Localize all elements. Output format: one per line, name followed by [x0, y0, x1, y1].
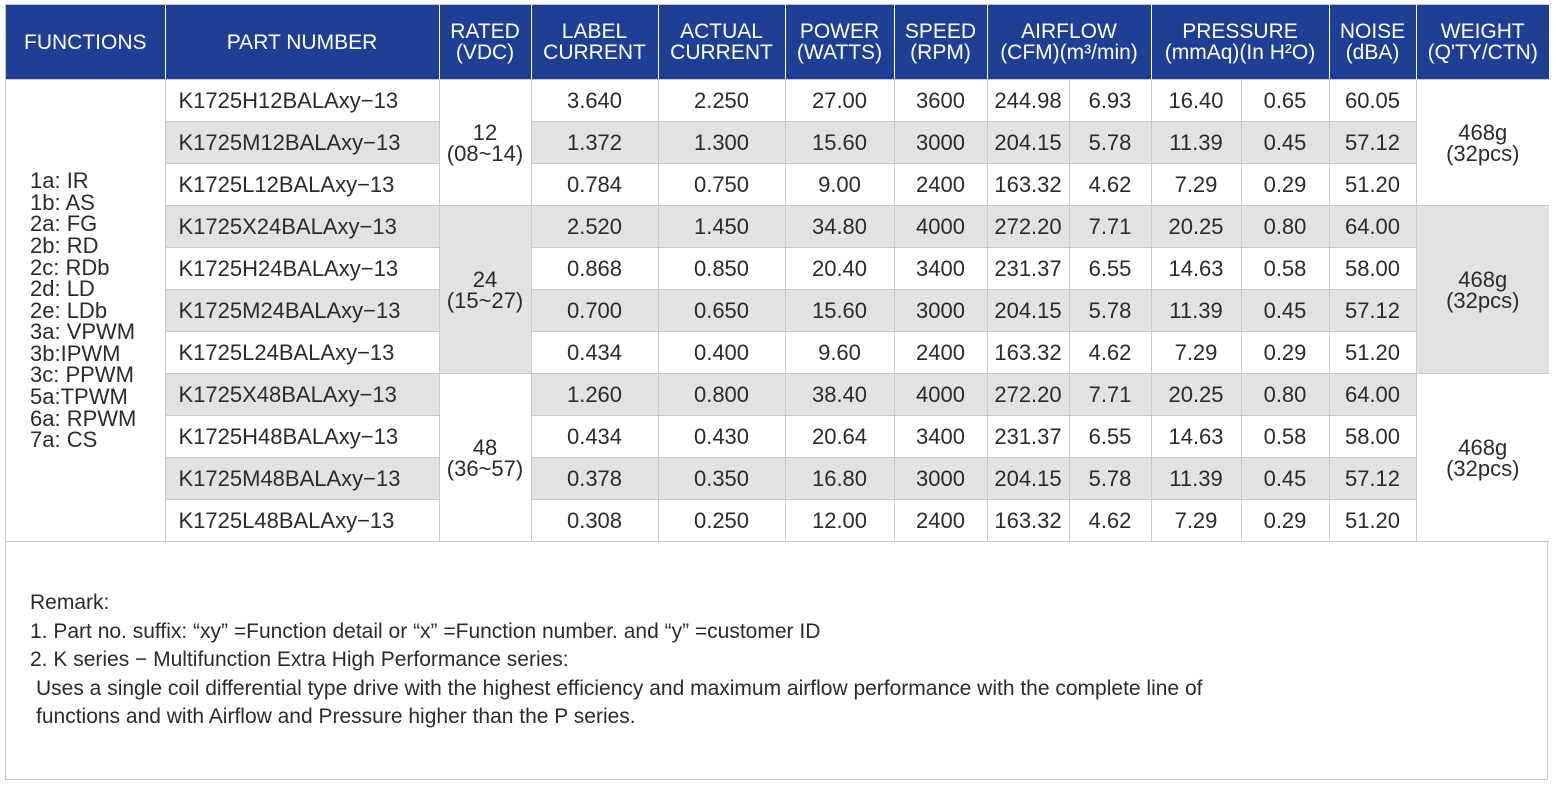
remarks: [30, 589, 1202, 732]
pressure-inh2o-cell: 0.58: [1241, 248, 1329, 290]
table-row: [6, 248, 1549, 290]
weight-value: 468g: [1458, 434, 1508, 460]
part-number-cell: K1725M24BALAxy−13: [165, 290, 439, 332]
header-airflow: AIRFLOW (CFM)(m³/min): [987, 5, 1151, 80]
airflow-m3min-cell: 4.62: [1069, 500, 1151, 542]
rated-vdc-range: (36~57): [446, 455, 524, 481]
weight-cell: [1416, 374, 1549, 542]
power-cell: 20.40: [785, 248, 894, 290]
pressure-inh2o-cell: 0.29: [1241, 500, 1329, 542]
actual-current-cell: 0.750: [658, 164, 785, 206]
part-number-cell: K1725L48BALAxy−13: [165, 500, 439, 542]
label-current-cell: 2.520: [531, 206, 658, 248]
header-actual-current: ACTUAL CURRENT: [658, 5, 785, 80]
airflow-m3min-cell: 6.55: [1069, 416, 1151, 458]
label-current-cell: 0.434: [531, 416, 658, 458]
part-number-cell: K1725L12BALAxy−13: [165, 164, 439, 206]
power-cell: 15.60: [785, 290, 894, 332]
weight-cell: [1416, 206, 1549, 374]
function-item: 6a: RPWM: [30, 405, 137, 431]
pressure-inh2o-cell: 0.29: [1241, 164, 1329, 206]
header-row: [6, 5, 1549, 80]
part-number-cell: K1725X48BALAxy−13: [165, 374, 439, 416]
actual-current-cell: 0.350: [658, 458, 785, 500]
actual-current-cell: 0.650: [658, 290, 785, 332]
remark-line-3: Uses a single coil differential type drive with the highest efficiency and maximum airflow performance with the complete line of: [36, 676, 1203, 700]
table-row: [6, 122, 1549, 164]
airflow-cfm-cell: 163.32: [987, 332, 1069, 374]
label-current-cell: 0.434: [531, 332, 658, 374]
airflow-cfm-cell: 231.37: [987, 416, 1069, 458]
airflow-cfm-cell: 204.15: [987, 458, 1069, 500]
rated-vdc-range: (15~27): [446, 287, 524, 313]
table-row: [6, 374, 1549, 416]
pressure-inh2o-cell: 0.80: [1241, 374, 1329, 416]
speed-cell: 3400: [894, 416, 987, 458]
noise-cell: 57.12: [1329, 290, 1416, 332]
pressure-inh2o-cell: 0.45: [1241, 122, 1329, 164]
airflow-cfm-cell: 272.20: [987, 374, 1069, 416]
power-cell: 16.80: [785, 458, 894, 500]
fan-spec-table: [6, 5, 1549, 542]
header-noise: NOISE (dBA): [1329, 5, 1416, 80]
function-item: 3b:IPWM: [30, 340, 121, 366]
power-cell: 12.00: [785, 500, 894, 542]
noise-cell: 60.05: [1329, 80, 1416, 122]
noise-cell: 58.00: [1329, 248, 1416, 290]
label-current-cell: 0.378: [531, 458, 658, 500]
remark-line-2: 2. K series − Multifunction Extra High Performance series:: [30, 648, 569, 671]
header-power: POWER (WATTS): [785, 5, 894, 80]
noise-cell: 51.20: [1329, 332, 1416, 374]
speed-cell: 4000: [894, 206, 987, 248]
weight-qty: (32pcs): [1446, 287, 1520, 313]
pressure-mmaq-cell: 7.29: [1151, 500, 1241, 542]
power-cell: 34.80: [785, 206, 894, 248]
function-item: 1b: AS: [30, 189, 95, 215]
pressure-mmaq-cell: 16.40: [1151, 80, 1241, 122]
actual-current-cell: 0.800: [658, 374, 785, 416]
function-item: 3a: VPWM: [30, 319, 136, 345]
rated-vdc: 12: [472, 119, 498, 145]
pressure-inh2o-cell: 0.29: [1241, 332, 1329, 374]
airflow-m3min-cell: 4.62: [1069, 332, 1151, 374]
noise-cell: 58.00: [1329, 416, 1416, 458]
noise-cell: 57.12: [1329, 122, 1416, 164]
noise-cell: 51.20: [1329, 500, 1416, 542]
speed-cell: 3600: [894, 80, 987, 122]
pressure-mmaq-cell: 11.39: [1151, 458, 1241, 500]
rated-vdc-range: (08~14): [446, 140, 524, 166]
function-item: 2a: FG: [30, 211, 98, 237]
power-cell: 27.00: [785, 80, 894, 122]
function-item: 2e: LDb: [30, 297, 108, 323]
function-item: 5a:TPWM: [30, 384, 128, 410]
part-number-cell: K1725L24BALAxy−13: [165, 332, 439, 374]
power-cell: 9.60: [785, 332, 894, 374]
weight-value: 468g: [1458, 266, 1508, 292]
header-part-number: PART NUMBER: [165, 5, 439, 80]
part-number-cell: K1725X24BALAxy−13: [165, 206, 439, 248]
weight-value: 468g: [1458, 119, 1508, 145]
noise-cell: 51.20: [1329, 164, 1416, 206]
pressure-inh2o-cell: 0.80: [1241, 206, 1329, 248]
header-functions: FUNCTIONS: [6, 5, 165, 80]
weight-qty: (32pcs): [1446, 455, 1520, 481]
pressure-inh2o-cell: 0.65: [1241, 80, 1329, 122]
power-cell: 20.64: [785, 416, 894, 458]
label-current-cell: 3.640: [531, 80, 658, 122]
pressure-mmaq-cell: 7.29: [1151, 164, 1241, 206]
header-speed: SPEED (RPM): [894, 5, 987, 80]
pressure-inh2o-cell: 0.45: [1241, 458, 1329, 500]
speed-cell: 2400: [894, 332, 987, 374]
rated-vdc-cell: [439, 80, 531, 206]
table-row: [6, 500, 1549, 542]
part-number-cell: K1725H48BALAxy−13: [165, 416, 439, 458]
spec-sheet: [5, 4, 1548, 780]
label-current-cell: 0.868: [531, 248, 658, 290]
label-current-cell: 1.372: [531, 122, 658, 164]
rated-vdc-cell: [439, 374, 531, 542]
header-weight: WEIGHT (Q'TY/CTN): [1416, 5, 1549, 80]
actual-current-cell: 0.430: [658, 416, 785, 458]
airflow-cfm-cell: 204.15: [987, 290, 1069, 332]
rated-vdc-cell: [439, 206, 531, 374]
pressure-mmaq-cell: 11.39: [1151, 290, 1241, 332]
table-row: [6, 164, 1549, 206]
part-number-cell: K1725H12BALAxy−13: [165, 80, 439, 122]
label-current-cell: 0.784: [531, 164, 658, 206]
speed-cell: 4000: [894, 374, 987, 416]
power-cell: 15.60: [785, 122, 894, 164]
actual-current-cell: 0.850: [658, 248, 785, 290]
airflow-m3min-cell: 7.71: [1069, 206, 1151, 248]
remark-line-4: functions and with Airflow and Pressure higher than the P series.: [36, 705, 636, 728]
speed-cell: 2400: [894, 164, 987, 206]
speed-cell: 3000: [894, 458, 987, 500]
table-row: [6, 332, 1549, 374]
function-item: 2c: RDb: [30, 254, 110, 280]
table-row: [6, 416, 1549, 458]
part-number-cell: K1725M48BALAxy−13: [165, 458, 439, 500]
pressure-mmaq-cell: 20.25: [1151, 374, 1241, 416]
function-item: 2b: RD: [30, 232, 99, 258]
table-row: [6, 206, 1549, 248]
actual-current-cell: 0.250: [658, 500, 785, 542]
label-current-cell: 1.260: [531, 374, 658, 416]
function-item: 3c: PPWM: [30, 362, 134, 388]
functions-cell: [6, 80, 165, 542]
noise-cell: 57.12: [1329, 458, 1416, 500]
weight-cell: [1416, 80, 1549, 206]
part-number-cell: K1725H24BALAxy−13: [165, 248, 439, 290]
airflow-m3min-cell: 5.78: [1069, 290, 1151, 332]
table-row: [6, 290, 1549, 332]
rated-vdc: 48: [472, 434, 498, 460]
noise-cell: 64.00: [1329, 206, 1416, 248]
pressure-mmaq-cell: 11.39: [1151, 122, 1241, 164]
part-number-cell: K1725M12BALAxy−13: [165, 122, 439, 164]
power-cell: 9.00: [785, 164, 894, 206]
speed-cell: 3000: [894, 122, 987, 164]
airflow-cfm-cell: 231.37: [987, 248, 1069, 290]
rated-vdc: 24: [472, 266, 498, 292]
label-current-cell: 0.308: [531, 500, 658, 542]
remark-title: Remark:: [30, 591, 110, 614]
speed-cell: 3000: [894, 290, 987, 332]
airflow-cfm-cell: 272.20: [987, 206, 1069, 248]
function-item: 2d: LD: [30, 276, 95, 302]
actual-current-cell: 0.400: [658, 332, 785, 374]
speed-cell: 2400: [894, 500, 987, 542]
pressure-mmaq-cell: 7.29: [1151, 332, 1241, 374]
pressure-inh2o-cell: 0.45: [1241, 290, 1329, 332]
table-row: [6, 458, 1549, 500]
actual-current-cell: 2.250: [658, 80, 785, 122]
actual-current-cell: 1.450: [658, 206, 785, 248]
pressure-mmaq-cell: 14.63: [1151, 416, 1241, 458]
table-body: [6, 80, 1549, 542]
airflow-m3min-cell: 6.55: [1069, 248, 1151, 290]
airflow-cfm-cell: 204.15: [987, 122, 1069, 164]
pressure-mmaq-cell: 20.25: [1151, 206, 1241, 248]
header-pressure: PRESSURE (mmAq)(In H²O): [1151, 5, 1329, 80]
airflow-cfm-cell: 163.32: [987, 164, 1069, 206]
airflow-m3min-cell: 6.93: [1069, 80, 1151, 122]
airflow-m3min-cell: 4.62: [1069, 164, 1151, 206]
airflow-m3min-cell: 7.71: [1069, 374, 1151, 416]
airflow-cfm-cell: 244.98: [987, 80, 1069, 122]
pressure-mmaq-cell: 14.63: [1151, 248, 1241, 290]
noise-cell: 64.00: [1329, 374, 1416, 416]
airflow-m3min-cell: 5.78: [1069, 122, 1151, 164]
header-label-current: LABEL CURRENT: [531, 5, 658, 80]
weight-qty: (32pcs): [1446, 140, 1520, 166]
function-item: 1a: IR: [30, 168, 89, 194]
airflow-cfm-cell: 163.32: [987, 500, 1069, 542]
remark-line-1: 1. Part no. suffix: “xy” =Function detail or “x” =Function number. and “y” =customer ID: [30, 619, 821, 643]
header-rated: RATED (VDC): [439, 5, 531, 80]
pressure-inh2o-cell: 0.58: [1241, 416, 1329, 458]
actual-current-cell: 1.300: [658, 122, 785, 164]
function-item: 7a: CS: [30, 427, 98, 453]
airflow-m3min-cell: 5.78: [1069, 458, 1151, 500]
power-cell: 38.40: [785, 374, 894, 416]
label-current-cell: 0.700: [531, 290, 658, 332]
speed-cell: 3400: [894, 248, 987, 290]
table-row: [6, 80, 1549, 122]
